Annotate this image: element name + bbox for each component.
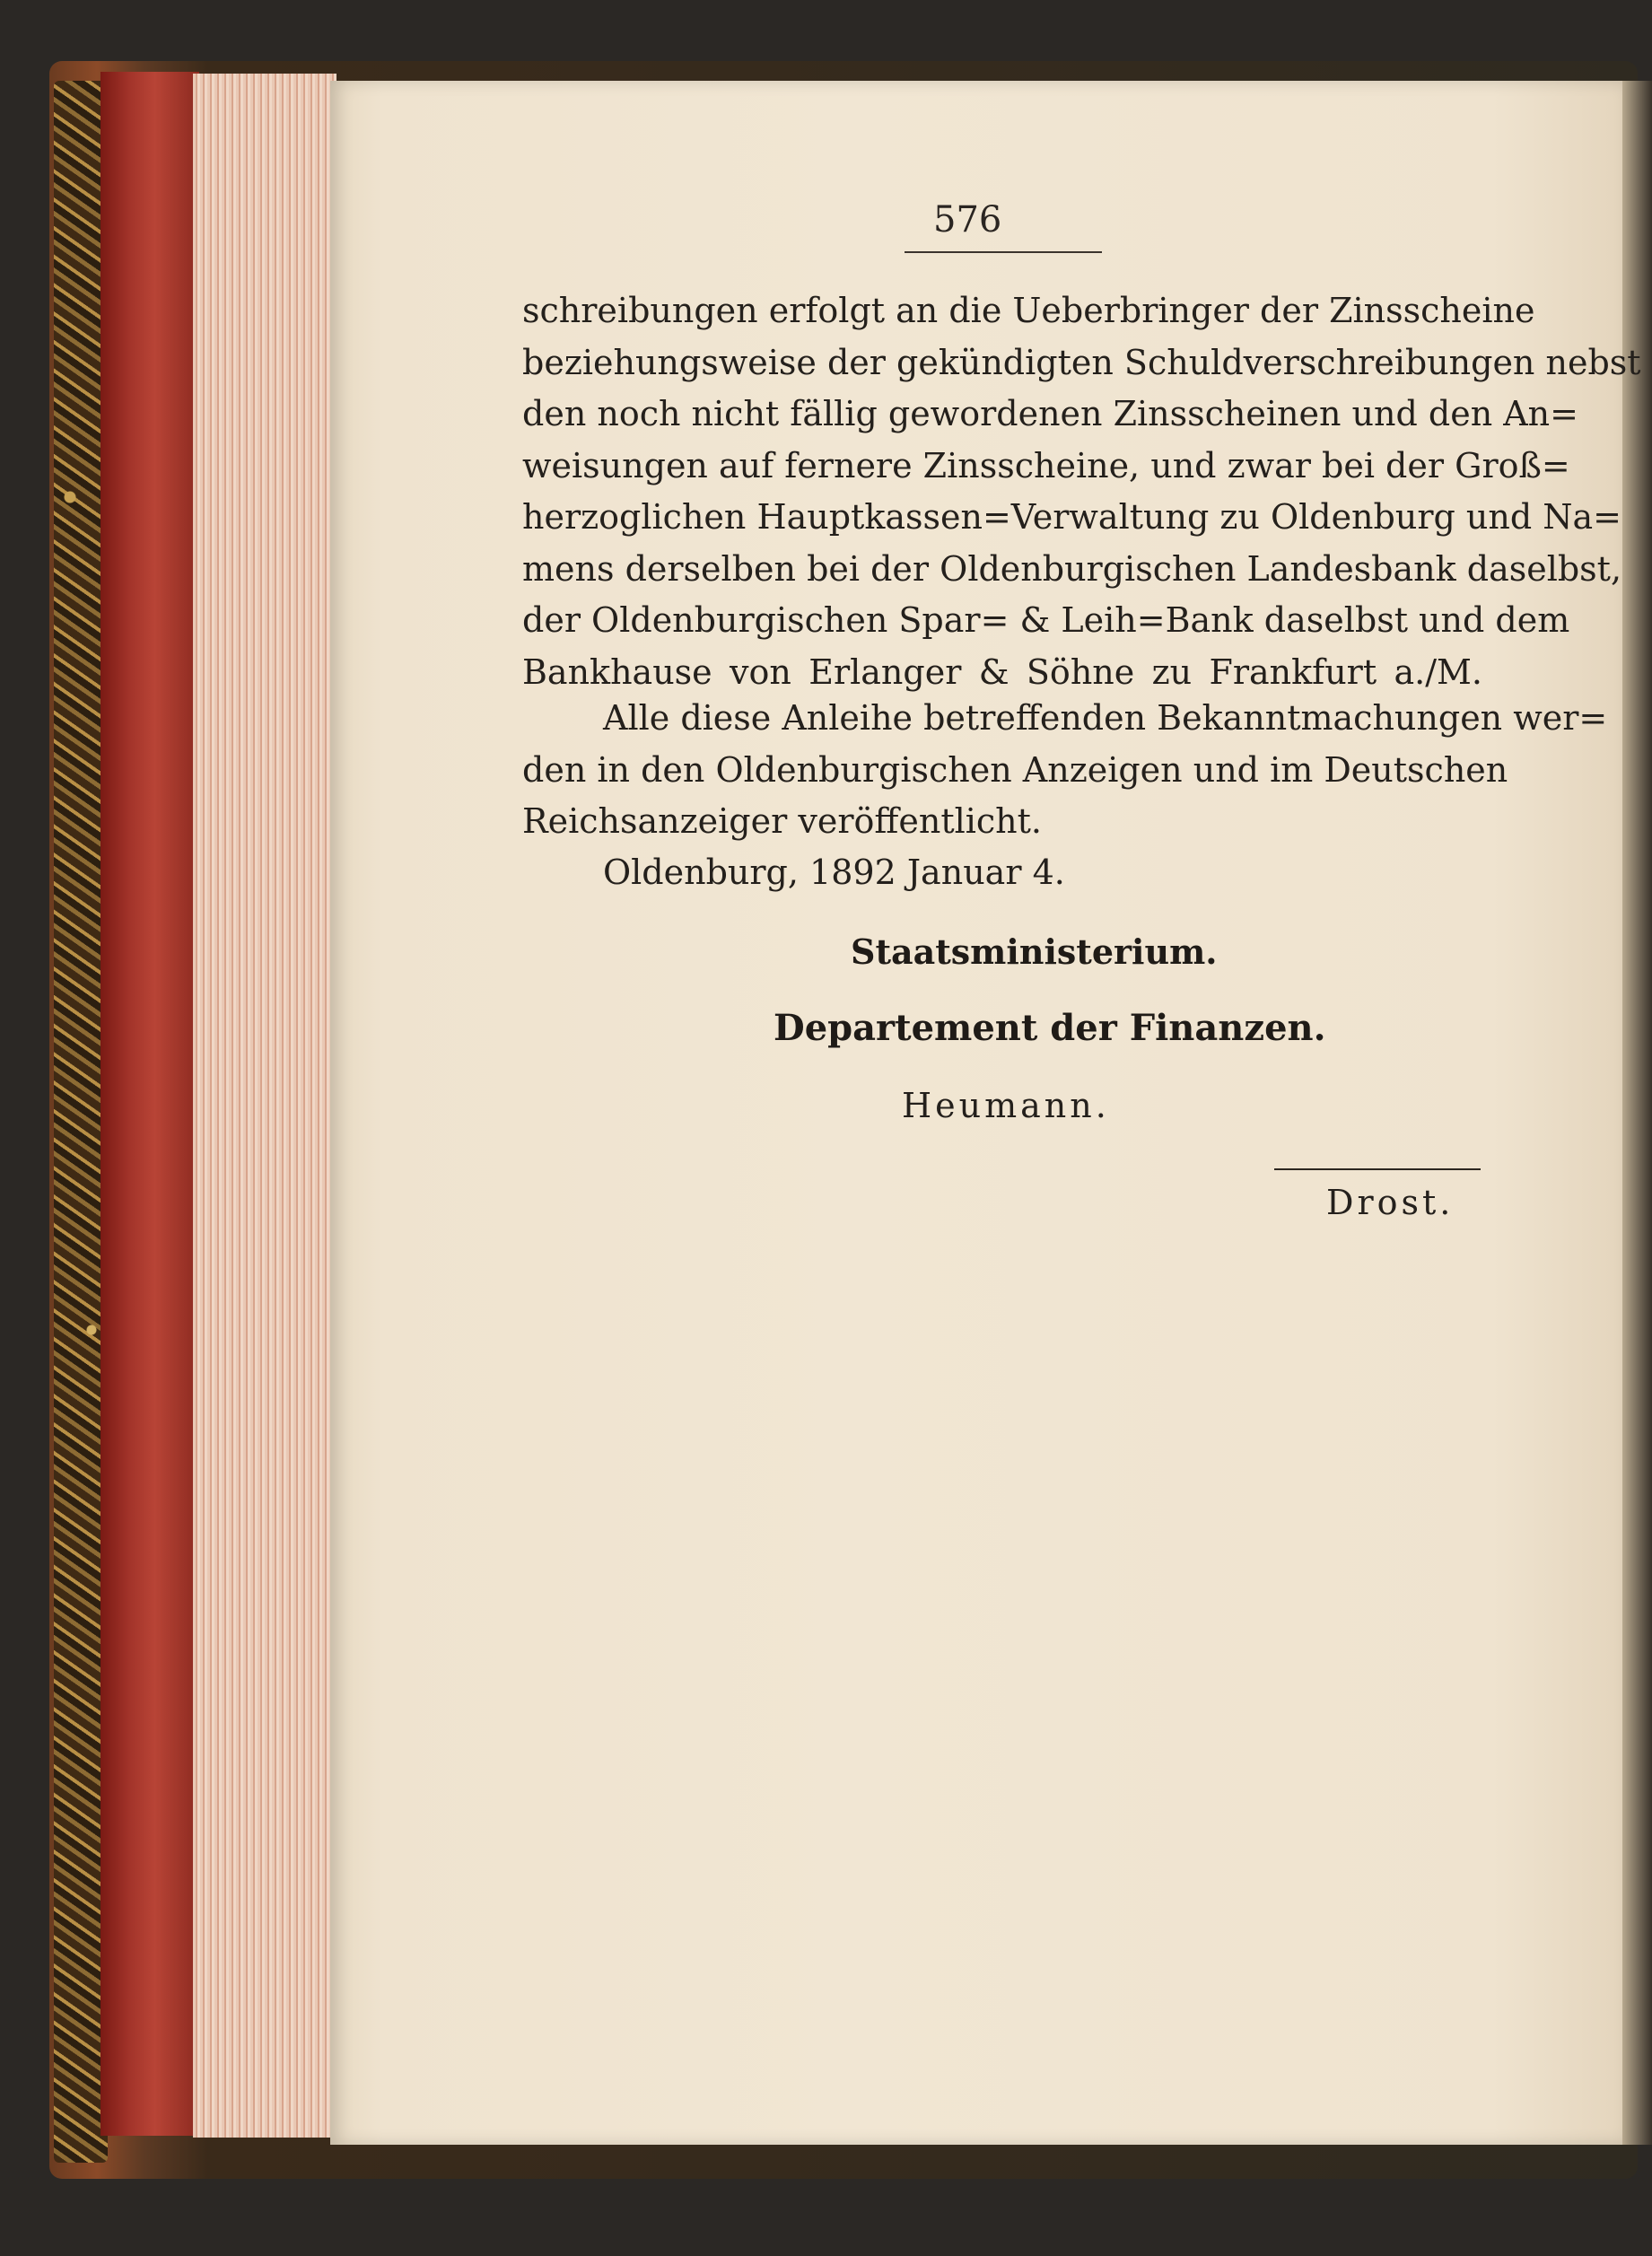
text-line: Alle diese Anleihe betreffenden Bekanntmachungen wer=: [603, 698, 1608, 738]
signature-rule: [1274, 1168, 1481, 1170]
text-line: Reichsanzeiger veröffentlicht.: [522, 801, 1042, 841]
page-number-rule: [905, 251, 1102, 253]
text-line: beziehungsweise der gekündigten Schuldverschreibungen nebst: [522, 342, 1641, 382]
place-date: Oldenburg, 1892 Januar 4.: [603, 853, 1065, 892]
department-heading: Departement der Finanzen.: [774, 1007, 1326, 1049]
page-number: 576: [933, 199, 1002, 240]
ministry-heading: Staatsministerium.: [851, 931, 1218, 972]
text-line: Bankhause von Erlanger & Söhne zu Frankfurt a./M.: [522, 651, 1482, 692]
paragraph-1: [522, 285, 1641, 698]
text-line: den in den Oldenburgischen Anzeigen und im Deutschen: [522, 749, 1508, 790]
paragraph-2: [522, 693, 1608, 848]
text-line: schreibungen erfolgt an die Ueberbringer der Zinsscheine: [522, 291, 1535, 330]
signature-drost: Drost.: [1326, 1183, 1455, 1222]
text-line: herzoglichen Hauptkassen=Verwaltung zu Oldenburg und Na=: [522, 497, 1621, 537]
text-line: weisungen auf fernere Zinsscheine, und zwar bei der Groß=: [522, 445, 1570, 485]
text-line: den noch nicht fällig gewordenen Zinsscheinen und den An=: [522, 394, 1578, 433]
text-line: mens derselben bei der Oldenburgischen Landesbank daselbst,: [522, 548, 1622, 589]
signature-heumann: Heumann.: [902, 1086, 1110, 1125]
text-line: der Oldenburgischen Spar= & Leih=Bank daselbst und dem: [522, 600, 1570, 640]
